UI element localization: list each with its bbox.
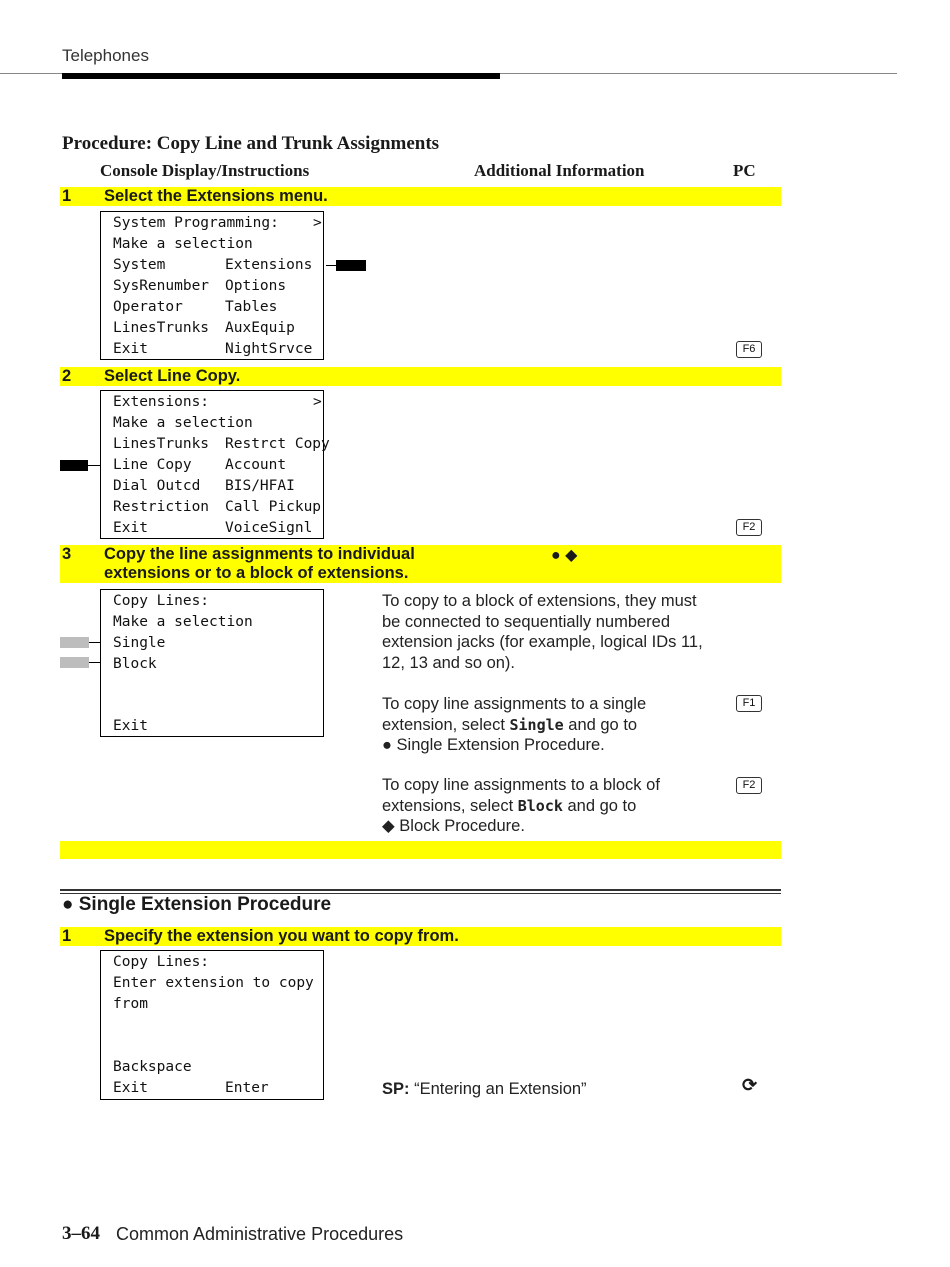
display-title: System Programming: bbox=[113, 215, 279, 231]
section-title-single-extension: ● Single Extension Procedure bbox=[62, 894, 332, 915]
display-prompt: Make a selection bbox=[113, 415, 253, 431]
menu-option-backspace[interactable]: Backspace bbox=[113, 1059, 192, 1075]
display-title: Copy Lines: bbox=[113, 593, 210, 609]
sp-text: “Entering an Extension” bbox=[414, 1080, 587, 1098]
display-prompt: Make a selection bbox=[113, 614, 253, 630]
info-text: To copy line assignments to a block of extensions, select bbox=[382, 776, 660, 815]
info-sp-reference bbox=[382, 1079, 722, 1100]
menu-option-call-pickup[interactable]: Call Pickup bbox=[225, 499, 322, 515]
pointer-tick bbox=[326, 265, 336, 266]
pointer-tick bbox=[89, 642, 100, 643]
menu-option-voicesignl[interactable]: VoiceSignl bbox=[225, 520, 313, 536]
display-title: Copy Lines: bbox=[113, 954, 210, 970]
function-key-f2[interactable]: F2 bbox=[736, 519, 762, 536]
option-name-single: Single bbox=[509, 715, 564, 734]
pointer-tick bbox=[88, 465, 100, 466]
header-thick-rule bbox=[62, 73, 500, 79]
step-1-bar bbox=[60, 187, 781, 206]
step-number: 2 bbox=[62, 367, 72, 385]
menu-option-linestrunks[interactable]: LinesTrunks bbox=[113, 320, 210, 336]
display-more-arrow: > bbox=[313, 215, 322, 231]
column-heading-console: Console Display/Instructions bbox=[100, 161, 310, 180]
info-reference-block: ◆ Block Procedure. bbox=[382, 817, 525, 835]
end-of-steps-bar bbox=[60, 841, 781, 859]
console-display-extensions bbox=[100, 390, 330, 539]
display-prompt-cont: from bbox=[113, 996, 148, 1012]
info-reference-single: ● Single Extension Procedure. bbox=[382, 736, 605, 754]
menu-option-linestrunks[interactable]: LinesTrunks bbox=[113, 436, 210, 452]
function-key-f2[interactable]: F2 bbox=[736, 777, 762, 794]
step-instruction: Select the Extensions menu. bbox=[104, 187, 328, 205]
display-prompt: Enter extension to copy bbox=[113, 975, 314, 991]
menu-option-extensions[interactable]: Extensions bbox=[225, 257, 313, 273]
console-display-copy-lines bbox=[100, 589, 324, 737]
menu-option-dial-outcd[interactable]: Dial Outcd bbox=[113, 478, 201, 494]
page-number: 3–64 bbox=[62, 1223, 100, 1244]
console-display-enter-extension bbox=[100, 950, 324, 1100]
step-3-bar bbox=[60, 545, 781, 583]
step-number: 3 bbox=[62, 545, 72, 563]
procedure-title: Procedure: Copy Line and Trunk Assignments bbox=[62, 133, 440, 154]
info-single-extension bbox=[382, 694, 712, 756]
function-key-f6[interactable]: F6 bbox=[736, 341, 762, 358]
menu-option-exit[interactable]: Exit bbox=[113, 718, 148, 734]
menu-option-restriction[interactable]: Restriction bbox=[113, 499, 210, 515]
function-key-f1[interactable]: F1 bbox=[736, 695, 762, 712]
step-number: 1 bbox=[62, 187, 72, 205]
console-display-system-programming bbox=[100, 211, 324, 360]
step-number: 1 bbox=[62, 927, 72, 945]
menu-option-options[interactable]: Options bbox=[225, 278, 287, 294]
info-text: and go to bbox=[563, 715, 638, 734]
pointer-tick bbox=[89, 662, 100, 663]
menu-option-tables[interactable]: Tables bbox=[225, 299, 278, 315]
return-icon: ⟳ bbox=[742, 1075, 758, 1095]
menu-option-nightsrvce[interactable]: NightSrvce bbox=[225, 341, 313, 357]
display-more-arrow: > bbox=[313, 394, 322, 410]
step-2-bar bbox=[60, 367, 781, 386]
info-block-of-extensions: To copy to a block of extensions, they must be connected to sequentially numbered extension jacks (for example, logical IDs 11, 12, 13 and so on). bbox=[382, 592, 703, 672]
menu-option-sysrenumber[interactable]: SysRenumber bbox=[113, 278, 210, 294]
info-block-extensions bbox=[382, 775, 682, 837]
step-instruction-line-1: Copy the line assignments to individual bbox=[104, 545, 415, 563]
procedure-symbols: ● ◆ bbox=[551, 547, 578, 564]
option-name-block: Block bbox=[517, 796, 563, 815]
column-heading-pc: PC bbox=[733, 161, 756, 180]
menu-option-system[interactable]: System bbox=[113, 257, 166, 273]
menu-option-enter[interactable]: Enter bbox=[225, 1080, 269, 1096]
selection-pointer bbox=[60, 460, 88, 471]
menu-option-operator[interactable]: Operator bbox=[113, 299, 183, 315]
menu-option-auxequip[interactable]: AuxEquip bbox=[225, 320, 295, 336]
menu-option-bis-hfai[interactable]: BIS/HFAI bbox=[225, 478, 295, 494]
info-text: To copy line assignments to a single extension, select bbox=[382, 695, 647, 734]
step-instruction-line-2: extensions or to a block of extensions. bbox=[104, 564, 409, 582]
step-instruction: Select Line Copy. bbox=[104, 367, 241, 385]
selection-pointer bbox=[336, 260, 366, 271]
menu-option-exit[interactable]: Exit bbox=[113, 1080, 148, 1096]
menu-option-account[interactable]: Account bbox=[225, 457, 287, 473]
info-text: and go to bbox=[562, 796, 637, 815]
menu-option-single[interactable]: Single bbox=[113, 635, 166, 651]
footer-title: Common Administrative Procedures bbox=[116, 1224, 404, 1244]
step-instruction: Specify the extension you want to copy from. bbox=[104, 927, 459, 945]
running-header: Telephones bbox=[62, 46, 149, 65]
menu-option-line-copy[interactable]: Line Copy bbox=[113, 457, 192, 473]
sp-label: SP: bbox=[382, 1080, 410, 1098]
display-title: Extensions: bbox=[113, 394, 210, 410]
menu-option-exit[interactable]: Exit bbox=[113, 341, 148, 357]
menu-option-restrct-copy[interactable]: Restrct Copy bbox=[225, 436, 330, 452]
column-heading-info: Additional Information bbox=[474, 161, 645, 180]
section-rule bbox=[60, 889, 781, 891]
selection-pointer-single bbox=[60, 637, 89, 648]
menu-option-block[interactable]: Block bbox=[113, 656, 157, 672]
single-step-1-bar bbox=[60, 927, 781, 946]
display-prompt: Make a selection bbox=[113, 236, 253, 252]
menu-option-exit[interactable]: Exit bbox=[113, 520, 148, 536]
selection-pointer-block bbox=[60, 657, 89, 668]
